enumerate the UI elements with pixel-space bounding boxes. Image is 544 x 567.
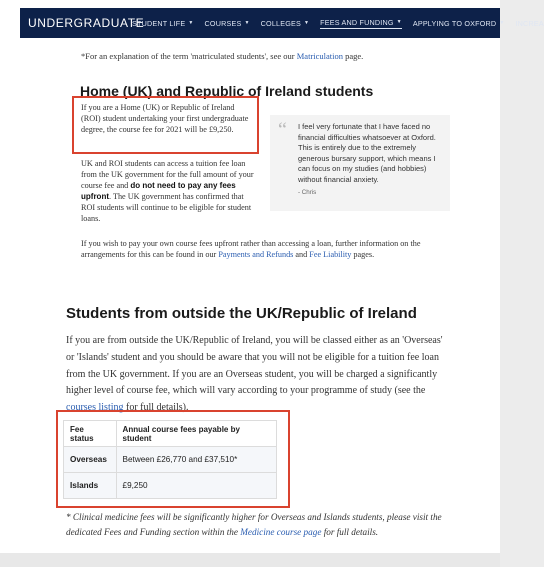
nav-item-courses[interactable] bbox=[205, 19, 250, 28]
table-header-row bbox=[64, 421, 277, 447]
fee-amount-cell: £9,250 bbox=[116, 473, 276, 499]
brand-label[interactable]: UNDERGRADUATE bbox=[28, 16, 145, 30]
clinical-text: * Clinical medicine fees will be significantly higher for Overseas and Islands students, please visit the dedicated Fees and Funding section within the bbox=[66, 512, 442, 537]
upfront-text-mid: and bbox=[293, 250, 310, 260]
upfront-payment-paragraph bbox=[81, 238, 426, 261]
top-navigation-bar bbox=[20, 8, 544, 38]
fee-status-table bbox=[63, 420, 277, 499]
matriculation-link[interactable]: Matriculation bbox=[296, 51, 344, 61]
page-bottom-edge bbox=[0, 553, 500, 567]
chevron-down-icon: ▼ bbox=[499, 20, 505, 26]
column-header-annual-fees: Annual course fees payable by student bbox=[116, 421, 276, 447]
fee-status-cell: Overseas bbox=[64, 447, 117, 473]
outside-uk-heading: Students from outside the UK/Republic of Ireland bbox=[66, 305, 417, 322]
nav-item-label: STUDENT LIFE bbox=[132, 18, 186, 28]
nav-item-label: INCREA bbox=[515, 18, 544, 28]
nav-item-applying-to-oxford[interactable] bbox=[413, 19, 505, 28]
nav-item-fees-and-funding[interactable] bbox=[320, 18, 402, 29]
nav-item-label: FEES AND FUNDING bbox=[320, 17, 394, 27]
quote-mark-icon: “ bbox=[278, 119, 287, 141]
column-header-fee-status: Fee status bbox=[64, 421, 117, 447]
table-row bbox=[64, 447, 277, 473]
upfront-text-end: pages. bbox=[351, 250, 375, 260]
footnote-text-end: page. bbox=[343, 51, 364, 61]
table-row bbox=[64, 473, 277, 499]
quote-author: - Chris bbox=[298, 188, 317, 196]
payments-refunds-link[interactable]: Payments and Refunds bbox=[218, 250, 294, 260]
home-ireland-heading: Home (UK) and Republic of Ireland students bbox=[80, 83, 374, 99]
nav-item-label: APPLYING TO OXFORD bbox=[412, 18, 497, 28]
clinical-medicine-note bbox=[66, 510, 446, 540]
courses-listing-link[interactable]: courses listing bbox=[66, 402, 124, 414]
chevron-down-icon: ▼ bbox=[396, 19, 402, 25]
outside-text-end: for full details). bbox=[123, 402, 189, 414]
nav-item-student-life[interactable] bbox=[132, 19, 194, 28]
upfront-text: If you wish to pay your own course fees upfront rather than accessing a loan, further information on the arrangements for this can be found in our bbox=[81, 239, 421, 260]
fee-liability-link[interactable]: Fee Liability bbox=[309, 250, 352, 260]
matriculation-footnote bbox=[81, 51, 431, 61]
chevron-down-icon: ▼ bbox=[244, 20, 250, 26]
footnote-text: *For an explanation of the term 'matriculated students', see our bbox=[81, 51, 297, 61]
home-fee-paragraph: If you are a Home (UK) or Republic of Ireland (ROI) student undertaking your first undergraduate degree, the course fee for 2021 will be £9,250. bbox=[81, 103, 249, 134]
fee-status-cell: Islands bbox=[64, 473, 117, 499]
nav-item-increasing-access[interactable] bbox=[515, 19, 543, 28]
loan-text-end: . The UK government has confirmed that ROI students will continue to be eligible for student loans. bbox=[81, 192, 252, 223]
tuition-loan-paragraph bbox=[81, 158, 259, 224]
loan-bold-text: do not need to pay any fees upfront bbox=[81, 181, 236, 201]
nav-item-label: COURSES bbox=[204, 18, 242, 28]
student-quote-box bbox=[270, 115, 450, 211]
nav-item-label: COLLEGES bbox=[260, 18, 302, 28]
outside-uk-paragraph bbox=[66, 333, 446, 417]
clinical-text-end: for full details. bbox=[321, 527, 379, 537]
chevron-down-icon: ▼ bbox=[304, 20, 310, 26]
medicine-course-page-link[interactable]: Medicine course page bbox=[240, 527, 322, 537]
quote-text: I feel very fortunate that I have faced no financial difficulties whatsoever at Oxford. This is entirely due to the extremely generous bursary support, which means I can focus on my studies (and hobbies) without financial anxiety. bbox=[298, 122, 436, 184]
loan-text: UK and ROI students can access a tuition fee loan from the UK government for the full amount of your course fee and bbox=[81, 159, 254, 190]
nav-item-colleges[interactable] bbox=[261, 19, 310, 28]
fee-amount-cell: Between £26,770 and £37,510* bbox=[116, 447, 276, 473]
outside-text: If you are from outside the UK/Republic of Ireland, you will be classed either as an 'Overseas' or 'Islands' student and you should be aware that you will not be eligible for a tuition fee loan from the UK government. If you are an Overseas student, you will be charged a significantly higher level of course fee, which will vary according to your programme of study (see the bbox=[66, 335, 443, 397]
chevron-down-icon: ▼ bbox=[188, 20, 194, 26]
